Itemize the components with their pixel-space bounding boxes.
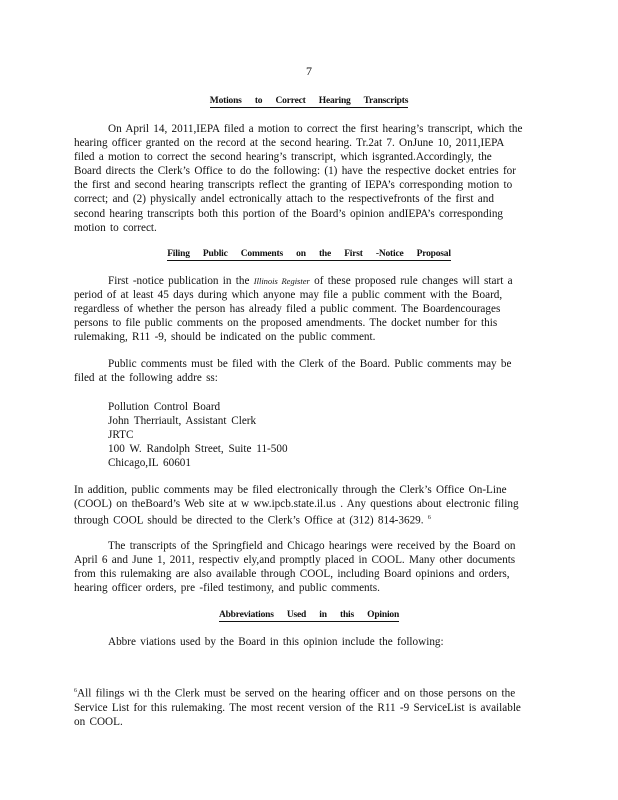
heading-text: Filing Public Comments on the First -Notice Proposal — [167, 249, 451, 259]
text-line: period of at least 45 days during which anyone may file a public comment with the Board, — [74, 289, 503, 302]
text-line: On April 14, 2011,IEPA filed a motion to correct the first hearing’s transcript, which the — [108, 123, 523, 135]
footnote-line: on COOL. — [74, 715, 123, 728]
text-line: rulemaking, R11 -9, should be indicated on the public comment. — [74, 331, 376, 344]
text-line: In addition, public comments may be filed electronically through the Clerk’s Office On-Line — [74, 484, 507, 496]
text-segment: First -notice publication in the — [108, 275, 250, 287]
paragraph-first-notice — [74, 274, 537, 344]
section-heading-public-comments — [0, 249, 618, 259]
text-line: filed a motion to correct the second hearing’s transcript, which isgranted.Accordingly, the — [74, 151, 492, 164]
text-line — [74, 274, 537, 288]
text-segment: through COOL should be directed to the Clerk’s Office at (312) 814-3629. — [74, 514, 424, 527]
paragraph-electronic-filing — [74, 483, 537, 528]
section-heading-abbreviations — [0, 610, 618, 620]
mailing-address — [108, 400, 288, 470]
paragraph-filing-address — [74, 357, 537, 385]
paragraph-abbreviations — [74, 635, 537, 649]
text-line: second hearing transcripts both this portion of the Board’s opinion andIEPA’s corresponding — [74, 207, 504, 220]
text-line: The transcripts of the Springfield and Chicago hearings were received by the Board on — [108, 540, 516, 552]
address-line: Chicago,IL 60601 — [108, 457, 191, 470]
text-segment: of these proposed rule changes will start a — [314, 275, 513, 287]
footnote-line: Service List for this rulemaking. The most recent version of the R11 -9 ServiceList is available — [74, 701, 521, 714]
address-line: JRTC — [108, 429, 134, 442]
heading-text: Motions to Correct Hearing Transcripts — [209, 96, 409, 106]
text-line: persons to file public comments on the proposed amendments. The docket number for this — [74, 317, 498, 330]
section-heading-motions — [0, 96, 618, 106]
text-line: (COOL) on theBoard’s Web site at w ww.ipcb.state.il.us . Any questions about electronic filing — [74, 498, 519, 511]
address-line: John Therriault, Assistant Clerk — [108, 415, 257, 428]
text-line: Board directs the Clerk’s Office to do the following: (1) have the respective docket entries for — [74, 165, 516, 178]
address-line: Pollution Control Board — [108, 401, 221, 413]
footnote-reference: 6 — [427, 515, 431, 522]
text-line: hearing officer granted on the record at the second hearing. Tr.2at 7. OnJune 10, 2011,IEPA — [74, 137, 505, 150]
text-line: filed at the following addre ss: — [74, 372, 218, 385]
text-line: Public comments must be filed with the Clerk of the Board. Public comments may be — [108, 358, 512, 370]
text-segment: All filings wi th the Clerk must be served on the hearing officer and on those persons on the — [77, 687, 516, 700]
page-number: 7 — [306, 64, 312, 78]
address-line: 100 W. Randolph Street, Suite 11-500 — [108, 443, 288, 456]
text-line: motion to correct. — [74, 221, 157, 234]
paragraph-transcripts — [74, 539, 537, 595]
text-line — [74, 511, 537, 528]
heading-text: Abbreviations Used in this Opinion — [218, 610, 400, 620]
text-line: Abbre viations used by the Board in this opinion include the following: — [108, 636, 444, 648]
footnote — [74, 684, 544, 729]
footnote-line — [74, 684, 544, 701]
paragraph-motions — [74, 122, 537, 235]
text-line: the first and second hearing transcripts reflect the granting of IEPA’s corresponding motion to — [74, 179, 513, 192]
text-line: April 6 and June 1, 2011, respectiv ely,and promptly placed in COOL. Many other documents — [74, 554, 516, 567]
text-line: hearing officer orders, pre -filed testimony, and public comments. — [74, 582, 380, 595]
text-line: correct; and (2) physically andel ectronically attach to the respectivefronts of the first and — [74, 193, 494, 206]
text-line: regardless of whether the person has already filed a public comment. The Boardencourages — [74, 303, 501, 316]
footnote-mark: 6 — [74, 688, 77, 694]
publication-title: Illinois Register — [253, 276, 310, 286]
text-line: from this rulemaking are also available through COOL, including Board opinions and orders, — [74, 568, 510, 581]
